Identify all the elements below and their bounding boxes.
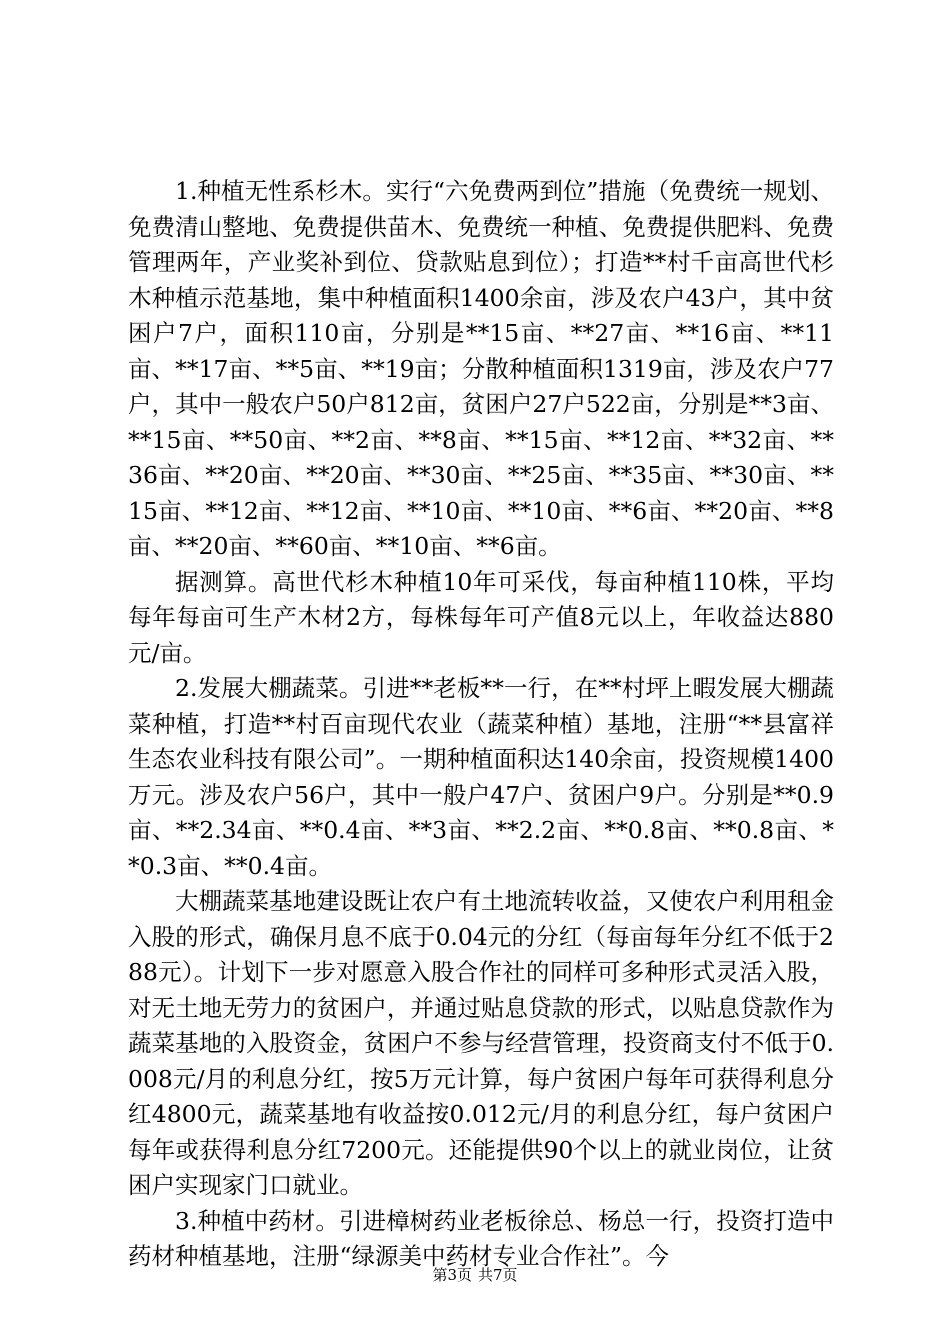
- paragraph-cedar-planting: 1.种植无性系杉木。实行“六免费两到位”措施（免费统一规划、免费清山整地、免费提供苗木、免费统一种植、免费提供肥料、免费管理两年，产业奖补到位、贷款贴息到位）；打造**村千亩高世代杉木种植示范基地，集中种植面积1400余亩，涉及农户43户，其中贫困户7户，面积110亩，分别是**15亩、**27亩、**16亩、**11亩、**17亩、**5亩、**19亩；分散种植面积1319亩，涉及农户77户，其中一般农户50户812亩，贫困户27户522亩，分别是**3亩、**15亩、**50亩、**2亩、**8亩、**15亩、**12亩、**32亩、**36亩、**20亩、**20亩、**30亩、**25亩、**35亩、**30亩、**15亩、**12亩、**12亩、**10亩、**10亩、**6亩、**20亩、**8亩、**20亩、**60亩、**10亩、**6亩。: [128, 177, 834, 560]
- document-body: [128, 174, 834, 1275]
- paragraph-greenhouse-dividends: 大棚蔬菜基地建设既让农户有土地流转收益，又使农户利用租金入股的形式，确保月息不底于0.04元的分红（每亩每年分红不低于288元）。计划下一步对愿意入股合作社的同样可多种形式灵活入股，对无土地无劳力的贫困户，并通过贴息贷款的形式，以贴息贷款作为蔬菜基地的入股资金，贫困户不参与经营管理，投资商支付不低于0.008元/月的利息分红，按5万元计算，每户贫困户每年可获得利息分红4800元，蔬菜基地有收益按0.012元/月的利息分红，每户贫困户每年或获得利息分红7200元。还能提供90个以上的就业岗位，让贫困户实现家门口就业。: [128, 887, 834, 1199]
- page-footer: [0, 1266, 950, 1284]
- page-total: 共7页: [478, 1266, 518, 1284]
- page-number: 第3页: [432, 1266, 472, 1284]
- paragraph-greenhouse-vegetables: 2.发展大棚蔬菜。引进**老板**一行，在**村坪上暇发展大棚蔬菜种植，打造**村百亩现代农业（蔬菜种植）基地，注册“**县富祥生态农业科技有限公司”。一期种植面积达140余亩，投资规模1400万元。涉及农户56户，其中一般户47户、贫困户9户。分别是**0.9亩、**2.34亩、**0.4亩、**3亩、**2.2亩、**0.8亩、**0.8亩、**0.3亩、**0.4亩。: [128, 674, 834, 880]
- paragraph-herbal-medicine: 3.种植中药材。引进樟树药业老板徐总、杨总一行，投资打造中药材种植基地，注册“绿源美中药材专业合作社”。今: [128, 1206, 834, 1270]
- paragraph-cedar-estimate: 据测算。高世代杉木种植10年可采伐，每亩种植110株，平均每年每亩可生产木材2方，每株每年可产值8元以上，年收益达880元/亩。: [128, 567, 834, 667]
